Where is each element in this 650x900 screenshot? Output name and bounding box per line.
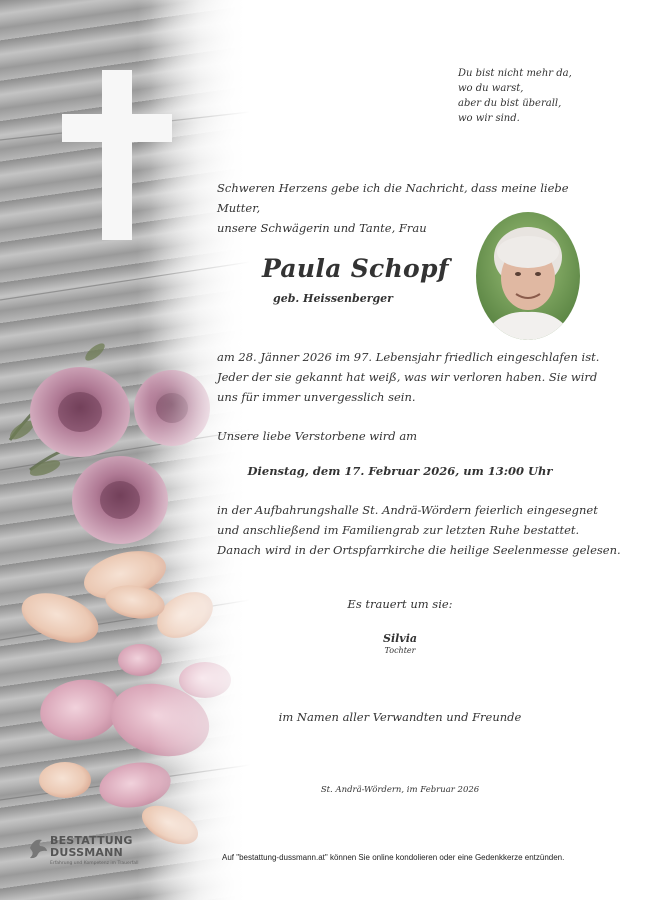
place-date: St. Andrä-Wördern, im Februar 2026 xyxy=(320,785,480,795)
service-lead: Unsere liebe Verstorbene wird am xyxy=(217,429,418,443)
announcement-text xyxy=(217,347,622,407)
funeral-home-logo xyxy=(28,832,148,872)
intro-line: Schweren Herzens gebe ich die Nachricht, dass meine liebe Mutter, xyxy=(217,181,569,215)
announcement-line: Jeder der sie gekannt hat weiß, was wir verloren haben. Sie wird xyxy=(217,370,598,384)
announcement-line: am 28. Jänner 2026 im 97. Lebensjahr friedlich eingeschlafen ist. xyxy=(217,350,600,364)
memorial-quote xyxy=(458,66,638,126)
ceremony-line: in der Aufbahrungshalle St. Andrä-Wördern feierlich eingesegnet xyxy=(217,503,598,517)
announcement-line: uns für immer unvergesslich sein. xyxy=(217,390,416,404)
quote-line: Du bist nicht mehr da, xyxy=(458,68,572,79)
dove-icon xyxy=(28,834,48,860)
quote-line: wo wir sind. xyxy=(458,113,520,124)
logo-line-2: DUSSMANN xyxy=(50,846,123,859)
service-date: Dienstag, dem 17. Februar 2026, um 13:00 Uhr xyxy=(247,464,553,478)
logo-tagline: Erfahrung und Kompetenz im Trauerfall xyxy=(50,861,139,866)
cross-icon xyxy=(62,70,172,240)
quote-line: aber du bist überall, xyxy=(458,98,562,109)
ceremony-line: und anschließend im Familiengrab zur letzten Ruhe bestattet. xyxy=(217,523,580,537)
mourner-relation: Tochter xyxy=(384,646,416,655)
deceased-name: Paula Schopf xyxy=(262,254,449,283)
intro-line: unsere Schwägerin und Tante, Frau xyxy=(217,221,427,235)
mourning-heading: Es trauert um sie: xyxy=(347,597,453,611)
maiden-name: geb. Heissenberger xyxy=(273,292,393,305)
family-line: im Namen aller Verwandten und Freunde xyxy=(278,710,522,724)
portrait-photo xyxy=(476,212,580,340)
ceremony-line: Danach wird in der Ortspfarrkirche die heilige Seelenmesse gelesen. xyxy=(217,543,621,557)
logo-line-1: BESTATTUNG xyxy=(50,834,133,847)
ceremony-text xyxy=(217,500,622,560)
quote-line: wo du warst, xyxy=(458,83,524,94)
mourner-name: Silvia xyxy=(383,632,417,645)
footer-note: Auf "bestattung-dussmann.at" können Sie online kondolieren oder eine Gedenkkerze entzünden. xyxy=(222,853,565,862)
mourner xyxy=(340,632,460,655)
